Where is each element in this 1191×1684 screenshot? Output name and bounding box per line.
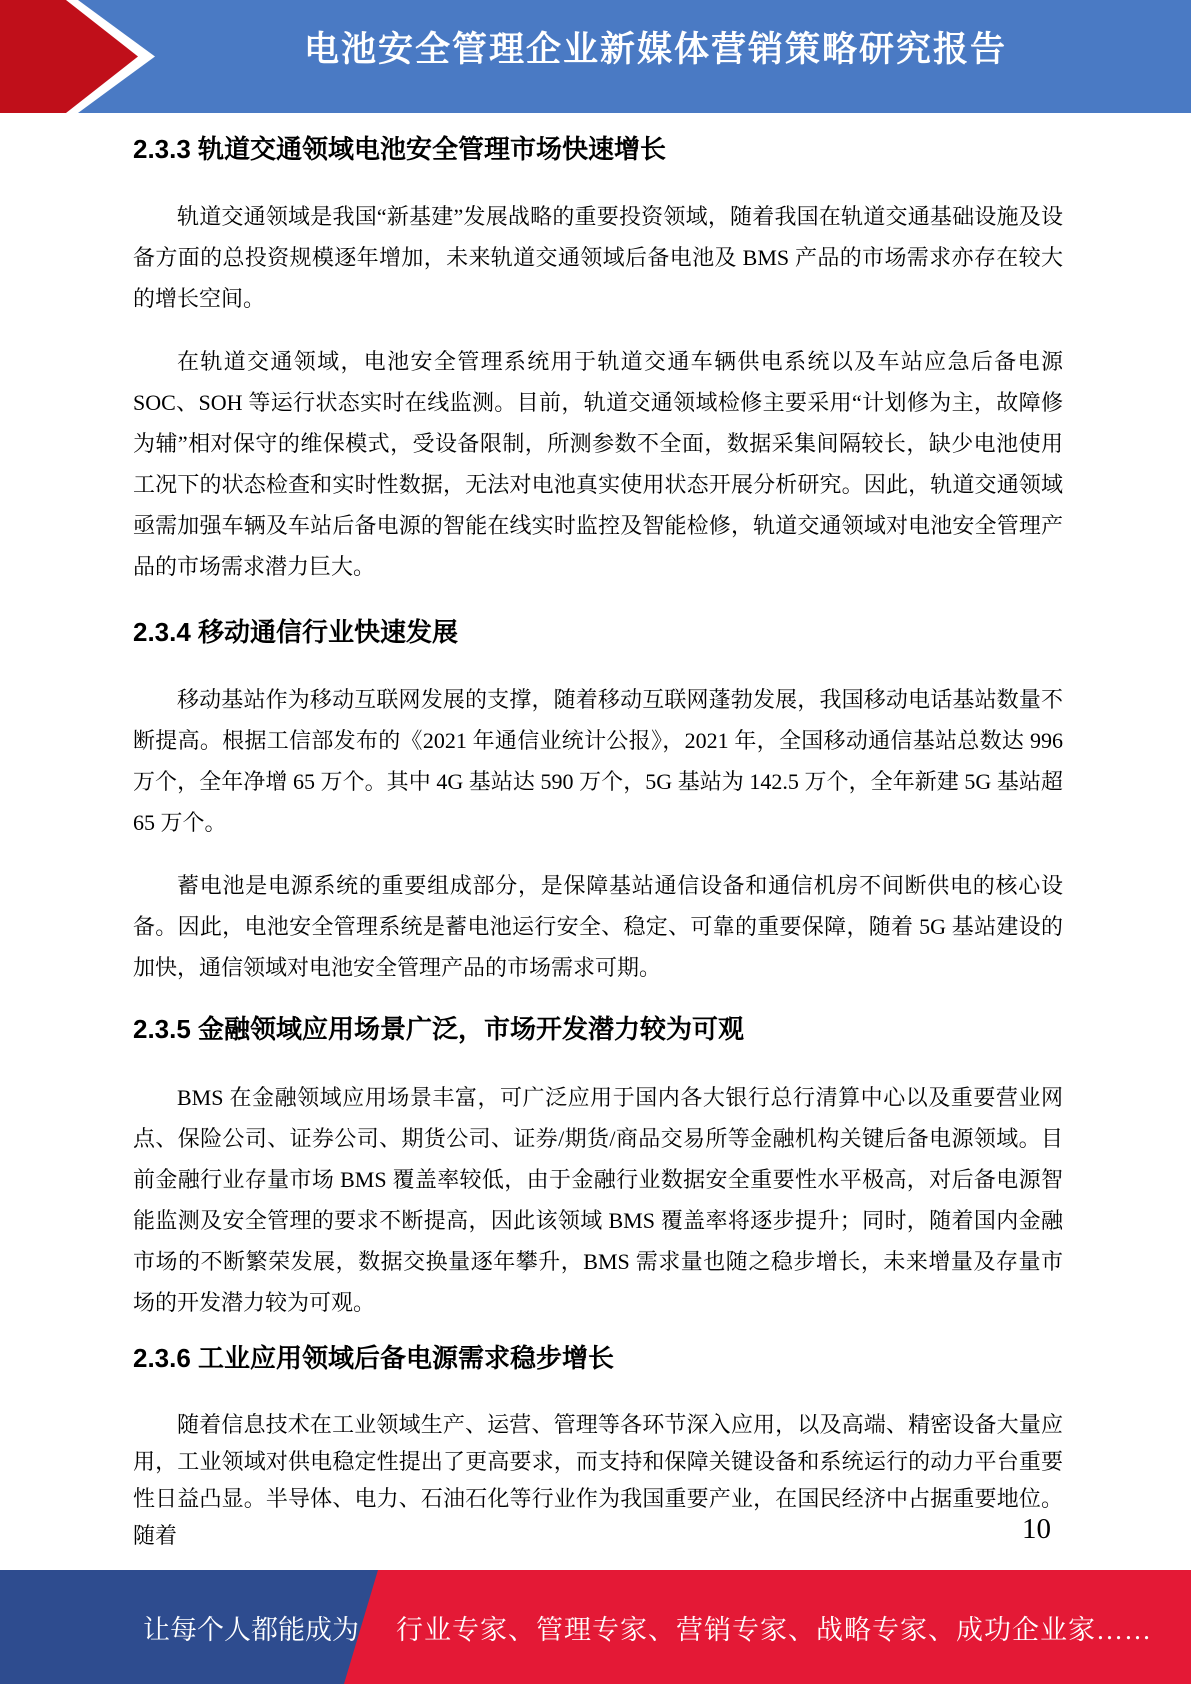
section-heading-2-3-4: 2.3.4 移动通信行业快速发展 (133, 617, 459, 647)
body-paragraph: BMS 在金融领域应用场景丰富，可广泛应用于国内各大银行总行清算中心以及重要营业网点、保险公司、证券公司、期货公司、证券/期货/商品交易所等金融机构关键后备电源领域。目前金融行业存量市场 BMS 覆盖率较低，由于金融行业数据安全重要性水平极高，对后备电源智能监测及安全管理的要求不断提高，因此该领域 BMS 覆盖率将逐步提升；同时，随着国内金融市场的不断繁荣发展，数据交换量逐年攀升，BMS 需求量也随之稳步增长，未来增量及存量市场的开发潜力较为可观。 (133, 1085, 1063, 1315)
report-title: 电池安全管理企业新媒体营销策略研究报告 (303, 30, 1007, 69)
document-body (133, 113, 1063, 1554)
body-paragraph: 移动基站作为移动互联网发展的支撑，随着移动互联网蓬勃发展，我国移动电话基站数量不断提高。根据工信部发布的《2021 年通信业统计公报》，2021 年，全国移动通信基站总数达 996 万个，全年净增 65 万个。其中 4G 基站达 590 万个，5G 基站为 142.5 万个，全年新建 5G 基站超 65 万个。 (133, 687, 1063, 835)
section-heading-2-3-6: 2.3.6 工业应用领域后备电源需求稳步增长 (133, 1343, 615, 1373)
page-number: 10 (1022, 1513, 1051, 1545)
body-paragraph: 轨道交通领域是我国“新基建”发展战略的重要投资领域，随着我国在轨道交通基础设施及设备方面的总投资规模逐年增加，未来轨道交通领域后备电池及 BMS 产品的市场需求亦存在较大的增长空间。 (133, 204, 1063, 311)
footer-band (0, 1570, 1191, 1684)
footer-slogan-right: 行业专家、管理专家、营销专家、战略专家、成功企业家…… (396, 1614, 1152, 1645)
body-paragraph: 随着信息技术在工业领域生产、运营、管理等各环节深入应用，以及高端、精密设备大量应用，工业领域对供电稳定性提出了更高要求，而支持和保障关键设备和系统运行的动力平台重要性日益凸显。半导体、电力、石油石化等行业作为我国重要产业，在国民经济中占据重要地位。随着 (133, 1412, 1063, 1548)
body-paragraph: 在轨道交通领域，电池安全管理系统用于轨道交通车辆供电系统以及车站应急后备电源 SOC、SOH 等运行状态实时在线监测。目前，轨道交通领域检修主要采用“计划修为主，故障修为辅”相对保守的维保模式，受设备限制，所测参数不全面，数据采集间隔较长，缺少电池使用工况下的状态检查和实时性数据，无法对电池真实使用状态开展分析研究。因此，轨道交通领域亟需加强车辆及车站后备电源的智能在线实时监控及智能检修，轨道交通领域对电池安全管理产品的市场需求潜力巨大。 (133, 349, 1063, 579)
section-heading-2-3-5: 2.3.5 金融领域应用场景广泛，市场开发潜力较为可观 (133, 1014, 745, 1044)
header-banner (0, 0, 1191, 113)
footer-slogan-left: 让每个人都能成为 (143, 1614, 359, 1645)
body-paragraph: 蓄电池是电源系统的重要组成部分，是保障基站通信设备和通信机房不间断供电的核心设备。因此，电池安全管理系统是蓄电池运行安全、稳定、可靠的重要保障，随着 5G 基站建设的加快，通信领域对电池安全管理产品的市场需求可期。 (133, 873, 1063, 980)
section-heading-2-3-3: 2.3.3 轨道交通领域电池安全管理市场快速增长 (133, 134, 667, 164)
